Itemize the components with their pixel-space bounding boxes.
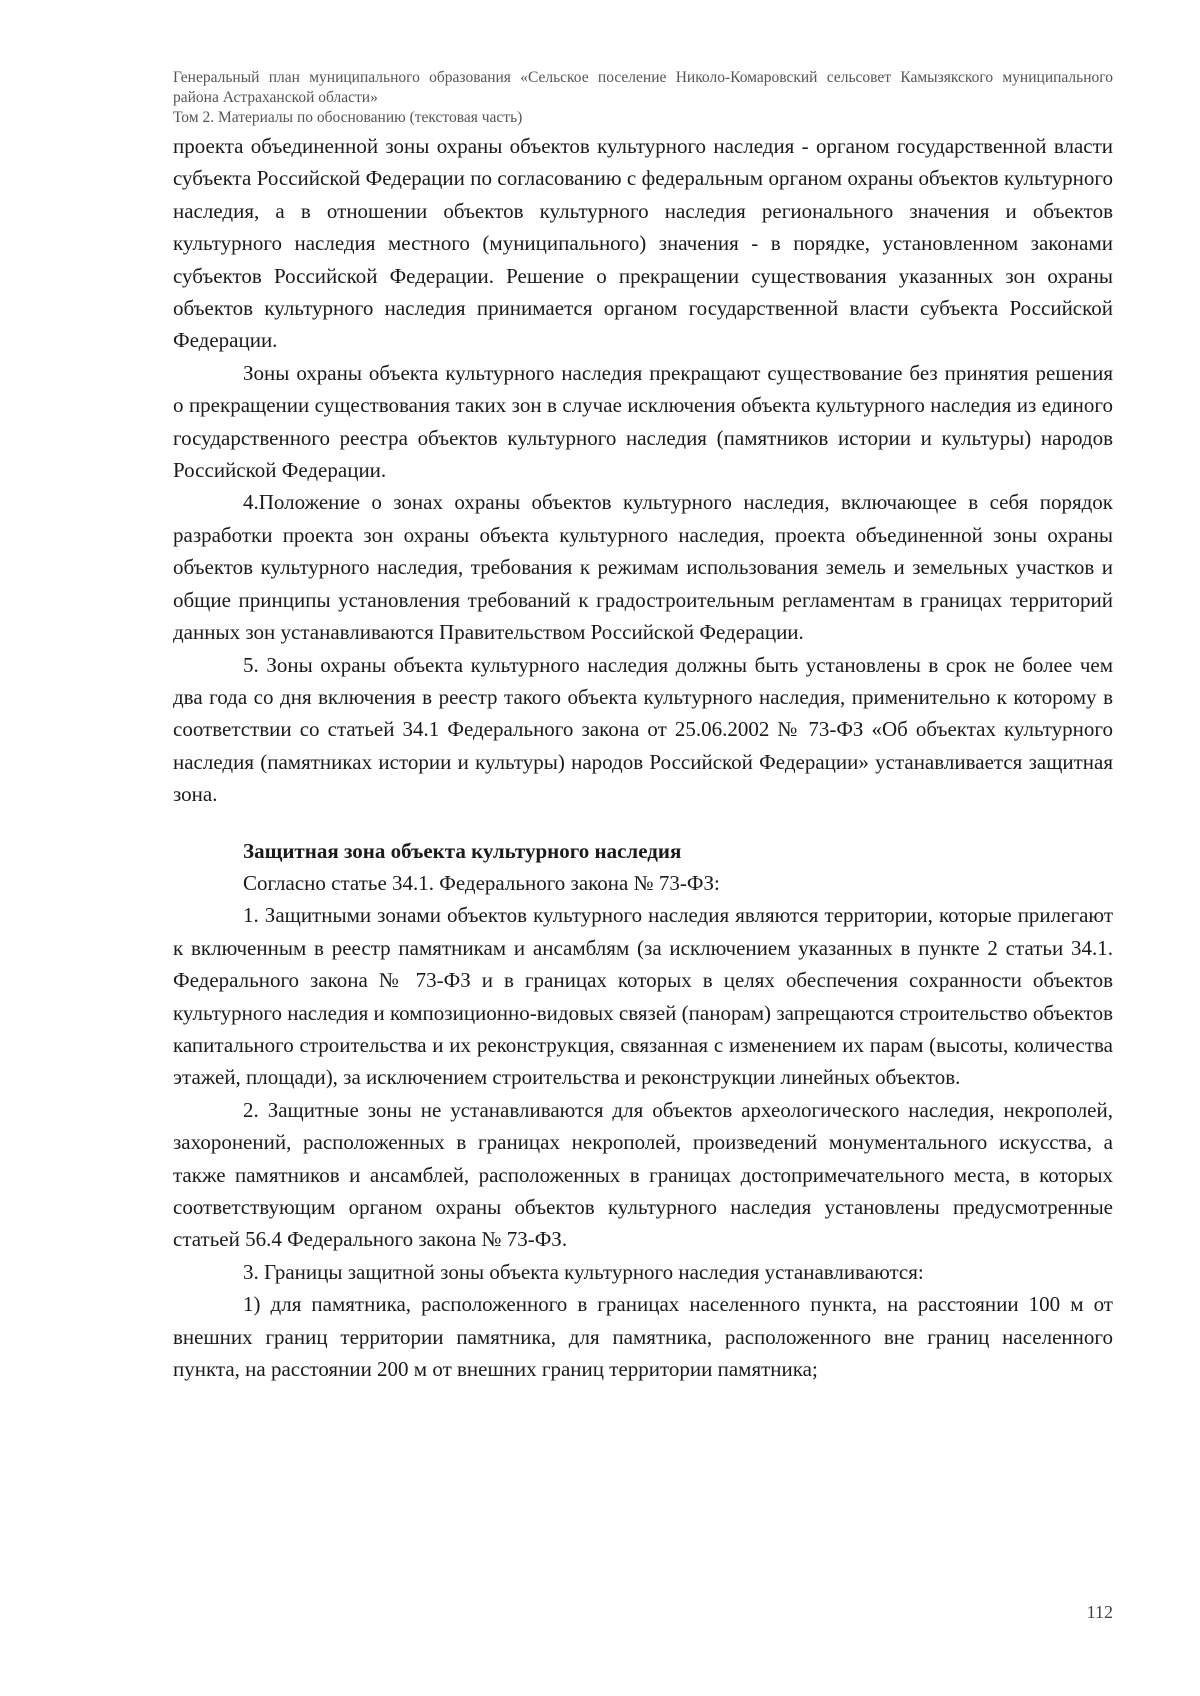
page-number: 112 <box>1086 1602 1113 1622</box>
running-header <box>173 68 1113 128</box>
paragraph-6: 1. Защитными зонами объектов культурного наследия являются территории, которые прилегают к включенным в реестр памятникам и ансамблям (за исключением указанных в пункте 2 статьи 34.1. Федерального закона № 73-ФЗ и в границах которых в целях обеспечения сохранности объектов культурного наследия и композиционно-видовых связей (панорам) запрещаются строительство объектов капитального строительства и их реконструкция, связанная с изменением их парам (высоты, количества этажей, площади), за исключением строительства и реконструкции линейных объектов. <box>173 903 1113 1090</box>
section-heading: Защитная зона объекта культурного наследия <box>243 838 682 863</box>
paragraph-1: проекта объединенной зоны охраны объектов культурного наследия - органом государственной власти субъекта Российской Федерации по согласованию с федеральным органом охраны объектов культурного наследия, а в отношении объектов культурного наследия регионального значения и объектов культурного наследия местного (муниципального) значения - в порядке, установленном законами субъектов Российской Федерации. Решение о прекращении существования указанных зон охраны объектов культурного наследия принимается органом государственной власти субъекта Российской Федерации. <box>173 134 1113 353</box>
document-body <box>173 130 1113 1385</box>
paragraph-7: 2. Защитные зоны не устанавливаются для объектов археологического наследия, некрополей, захоронений, расположенных в границах некрополей, произведений монументального искусства, а также памятников и ансамблей, расположенных в границах достопримечательного места, в которых соответствующим органом охраны объектов культурного наследия установлены предусмотренные статьей 56.4 Федерального закона № 73-ФЗ. <box>173 1097 1113 1252</box>
header-volume: Том 2. Материалы по обоснованию (текстовая часть) <box>173 109 523 126</box>
paragraph-9: 1) для памятника, расположенного в границах населенного пункта, на расстоянии 100 м от внешних границ территории памятника, для памятника, расположенного вне границ населенного пункта, на расстоянии 200 м от внешних границ территории памятника; <box>173 1292 1113 1382</box>
paragraph-3: 4.Положение о зонах охраны объектов культурного наследия, включающее в себя порядок разработки проекта зон охраны объекта культурного наследия, проекта объединенной зоны охраны объектов культурного наследия, требования к режимам использования земель и земельных участков и общие принципы установления требований к градостроительным регламентам в границах территорий данных зон устанавливаются Правительством Российской Федерации. <box>173 490 1113 645</box>
paragraph-4: 5. Зоны охраны объекта культурного наследия должны быть установлены в срок не более чем два года со дня включения в реестр такого объекта культурного наследия, применительно к которому в соответствии со статьей 34.1 Федерального закона от 25.06.2002 № 73-ФЗ «Об объектах культурного наследия (памятниках истории и культуры) народов Российской Федерации» устанавливается защитная зона. <box>173 652 1113 807</box>
paragraph-8: 3. Границы защитной зоны объекта культурного наследия устанавливаются: <box>243 1259 924 1284</box>
document-page <box>173 68 1113 1385</box>
header-title: Генеральный план муниципального образования «Сельское поселение Николо-Комаровский сельсовет Камызякского муниципального района Астраханской области» <box>173 69 1113 106</box>
paragraph-2: Зоны охраны объекта культурного наследия прекращают существование без принятия решения о прекращении существования таких зон в случае исключения объекта культурного наследия из единого государственного реестра объектов культурного наследия (памятников истории и культуры) народов Российской Федерации. <box>173 360 1113 483</box>
paragraph-5: Согласно статье 34.1. Федерального закона № 73-ФЗ: <box>243 870 720 895</box>
